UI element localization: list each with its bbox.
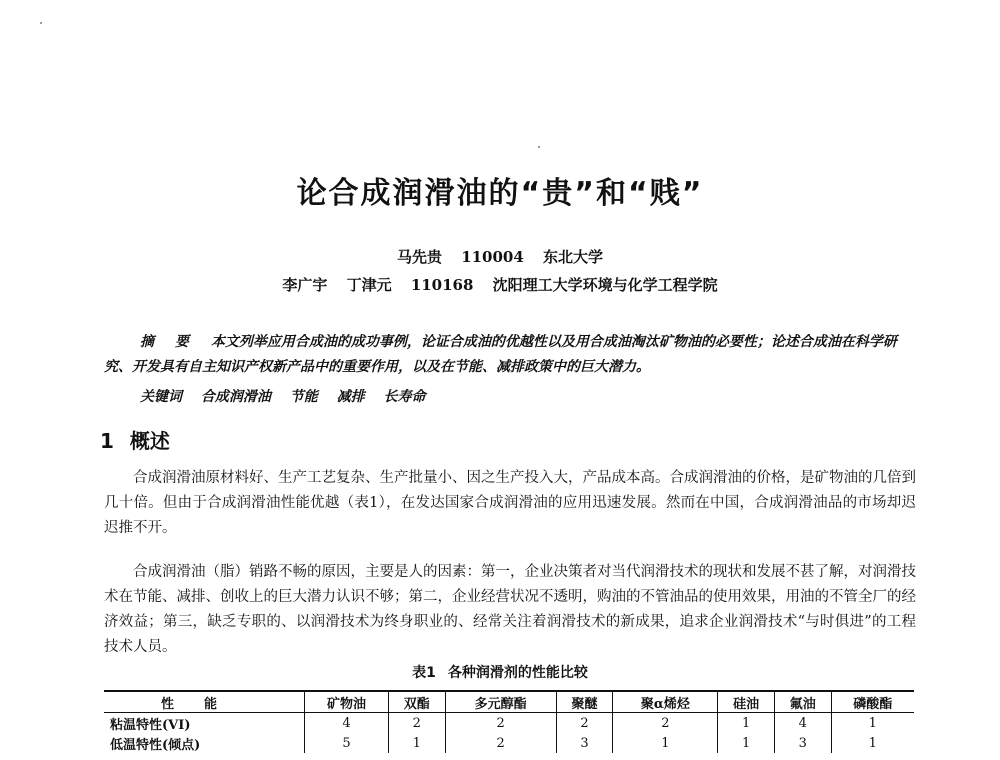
author-affiliation: 沈阳理工大学环境与化学工程学院 xyxy=(492,276,718,294)
keyword: 减排 xyxy=(336,389,365,405)
author-name: 马先贵 xyxy=(396,248,442,266)
table-cell: 2 xyxy=(445,713,556,734)
table-cell: 5 xyxy=(305,733,389,753)
keyword: 节能 xyxy=(289,389,318,405)
table-caption-label: 表1 xyxy=(412,665,436,681)
table-cell: 1 xyxy=(831,713,914,734)
scan-speck xyxy=(40,22,42,24)
table-header-cell: 双酯 xyxy=(388,691,445,713)
table-header-cell: 性能 xyxy=(104,691,305,713)
table-caption-title: 各种润滑剂的性能比较 xyxy=(447,665,588,681)
keyword: 长寿命 xyxy=(383,389,426,405)
table-cell: 1 xyxy=(613,733,718,753)
table-header-cell: 多元醇酯 xyxy=(445,691,556,713)
abstract-text: 本文列举应用合成油的成功事例，论证合成油的优越性以及用合成油淘汰矿物油的必要性；论述合成油在科学研究、开发具有自主知识产权新产品中的重要作用，以及在节能、减排政策中的巨大潜力。 xyxy=(104,334,897,375)
table-row xyxy=(104,713,914,734)
keywords-label: 关键词 xyxy=(140,389,182,405)
author-name: 丁津元 xyxy=(346,276,392,294)
table-header-cell: 聚醚 xyxy=(556,691,613,713)
author-postcode: 110168 xyxy=(410,276,474,294)
section-heading xyxy=(100,425,170,454)
keywords xyxy=(140,386,440,406)
author-line-2 xyxy=(0,274,1000,295)
table-caption xyxy=(0,662,1000,682)
table-header-row xyxy=(104,691,914,713)
author-line-1 xyxy=(0,246,1000,267)
table-header-cell: 氟油 xyxy=(774,691,831,713)
section-title: 概述 xyxy=(129,429,170,453)
author-postcode: 110004 xyxy=(461,248,524,266)
table-cell: 低温特性(倾点) xyxy=(104,733,305,753)
keyword: 合成润滑油 xyxy=(200,389,271,405)
table-cell: 2 xyxy=(556,713,613,734)
table-header-cell: 磷酸酯 xyxy=(831,691,914,713)
section-number: 1 xyxy=(100,429,114,453)
paper-title: 论合成润滑油的“贵”和“贱” xyxy=(296,176,704,211)
table-cell: 3 xyxy=(774,733,831,753)
table-cell: 1 xyxy=(831,733,914,753)
author-affiliation: 东北大学 xyxy=(543,248,604,266)
body-paragraph: 合成润滑油（脂）销路不畅的原因，主要是人的因素：第一，企业决策者对当代润滑技术的现状和发展不甚了解，对润滑技术在节能、减排、创收上的巨大潜力认识不够；第二，企业经营状况不透明，购油的不管油品的使用效果，用油的不管全厂的经济效益；第三，缺乏专职的、以润滑技术为终身职业的、经常关注着润滑技术的新成果，追求企业润滑技术“与时俱进”的工程技术人员。 xyxy=(104,564,916,655)
performance-table xyxy=(104,690,914,753)
table-cell: 4 xyxy=(305,713,389,734)
table-cell: 4 xyxy=(774,713,831,734)
table-cell: 2 xyxy=(613,713,718,734)
table-cell: 2 xyxy=(445,733,556,753)
table-cell: 3 xyxy=(556,733,613,753)
body-paragraph: 合成润滑油原材料好、生产工艺复杂、生产批量小、因之生产投入大，产品成本高。合成润滑油的价格，是矿物油的几倍到几十倍。但由于合成润滑油性能优越（表1），在发达国家合成润滑油的应用迅速发展。然而在中国，合成润滑油品的市场却迟迟推不开。 xyxy=(104,470,916,536)
table-cell: 1 xyxy=(718,733,775,753)
scan-speck xyxy=(538,146,540,148)
table-row xyxy=(104,733,914,753)
table-cell: 1 xyxy=(388,733,445,753)
abstract-label: 摘 要 xyxy=(140,334,197,350)
table-header-cell: 聚α烯烃 xyxy=(613,691,718,713)
table-header-cell: 矿物油 xyxy=(305,691,389,713)
table-cell: 2 xyxy=(388,713,445,734)
author-name: 李广宇 xyxy=(282,276,328,294)
table-header-cell: 硅油 xyxy=(718,691,775,713)
table-cell: 粘温特性(VI) xyxy=(104,713,305,734)
table-cell: 1 xyxy=(718,713,775,734)
abstract xyxy=(104,330,914,380)
